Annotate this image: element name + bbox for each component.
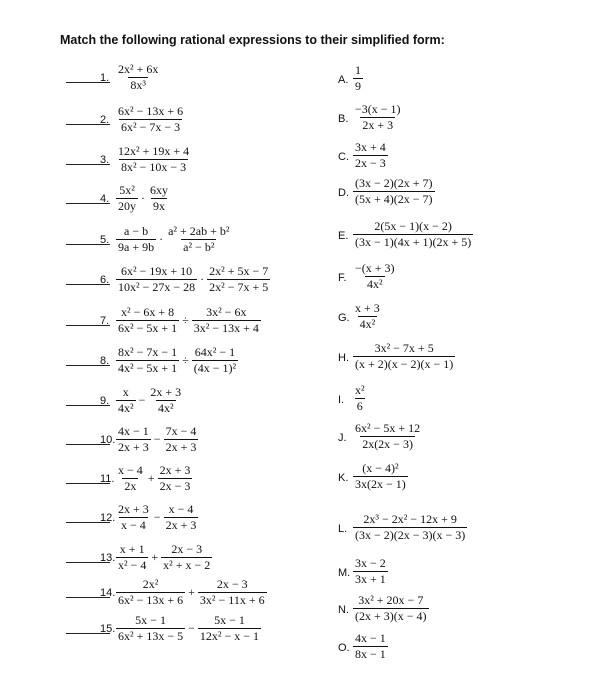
problem-number: 3. xyxy=(100,154,110,166)
denominator: 8x² − 10x − 3 xyxy=(121,160,187,174)
numerator: 6x² − 19x + 10 xyxy=(121,264,193,278)
fraction xyxy=(116,63,160,92)
numerator: 2x + 3 xyxy=(118,502,149,516)
denominator: x − 4 xyxy=(121,518,146,532)
fraction xyxy=(353,384,367,413)
numerator: x − 4 xyxy=(168,502,194,516)
fraction xyxy=(353,342,455,371)
denominator: 20y xyxy=(118,199,136,213)
denominator: a² − b² xyxy=(183,240,215,254)
answer-letter: G. xyxy=(338,312,350,324)
denominator: 2x² − 7x + 5 xyxy=(209,280,269,294)
operator: ÷ xyxy=(182,353,189,367)
numerator: 7x − 4 xyxy=(165,424,197,438)
problem-item xyxy=(66,614,301,644)
numerator: 5x² xyxy=(119,183,135,197)
fraction xyxy=(116,346,179,375)
problem-item xyxy=(66,265,301,295)
rational-expression xyxy=(116,184,170,213)
fraction xyxy=(116,184,138,213)
denominator: 3x + 1 xyxy=(355,572,386,586)
fraction xyxy=(148,386,183,415)
answer-letter: H. xyxy=(338,352,349,364)
rational-expression xyxy=(116,503,198,532)
denominator: 9x xyxy=(153,199,165,213)
fraction xyxy=(116,503,151,532)
problem-item xyxy=(66,184,301,214)
numerator: 1 xyxy=(355,63,361,77)
numerator: 3x² + 20x − 7 xyxy=(358,593,424,607)
numerator: 4x − 1 xyxy=(118,424,149,438)
numerator: 3x² − 6x xyxy=(206,305,247,319)
numerator: 6x² − 5x + 12 xyxy=(355,421,421,435)
numerator: 12x² + 19x + 4 xyxy=(118,144,190,158)
problem-number: 4. xyxy=(100,193,110,205)
numerator: 64x² − 1 xyxy=(194,345,236,359)
rational-expression xyxy=(116,306,261,335)
answer-letter: N. xyxy=(338,604,349,616)
rational-expression xyxy=(116,346,238,375)
rational-expression xyxy=(116,543,212,572)
simplified-form xyxy=(353,462,408,491)
problem-item xyxy=(66,386,301,416)
rational-expression xyxy=(116,386,183,415)
operator: − xyxy=(138,393,146,407)
numerator: a² + 2ab + b² xyxy=(168,224,230,238)
denominator: 6x² + 13x − 5 xyxy=(118,629,184,643)
denominator: 2x + 3 xyxy=(118,440,149,454)
problem-number: 15. xyxy=(100,623,116,635)
numerator: 2x² + 5x − 7 xyxy=(209,264,269,278)
denominator: 2x + 3 xyxy=(362,118,394,132)
denominator: (5x + 4)(2x − 7) xyxy=(355,192,433,206)
numerator: 2x + 3 xyxy=(159,463,191,477)
simplified-form xyxy=(353,177,435,206)
numerator: −3(x − 1) xyxy=(355,102,401,116)
simplified-form xyxy=(353,141,388,170)
denominator: (x + 2)(x − 2)(x − 1) xyxy=(355,357,454,371)
fraction xyxy=(116,265,197,294)
denominator: 2x(2x − 3) xyxy=(362,437,413,451)
denominator: (3x − 2)(2x − 3)(x − 3) xyxy=(355,528,466,542)
numerator: (x − 4)² xyxy=(362,461,399,475)
problem-number: 10. xyxy=(100,434,116,446)
denominator: 8x − 1 xyxy=(355,647,386,661)
numerator: 3x² − 7x + 5 xyxy=(374,341,434,355)
fraction xyxy=(116,306,179,335)
answer-letter: M. xyxy=(338,567,351,579)
fraction xyxy=(158,464,193,493)
denominator: 2x xyxy=(124,479,137,493)
answer-letter: O. xyxy=(338,642,350,654)
answer-letter: E. xyxy=(338,230,349,242)
denominator: 4x² xyxy=(366,277,383,291)
denominator: (2x + 3)(x − 4) xyxy=(355,609,427,623)
worksheet-heading: Match the following rational expressions to their simplified form: xyxy=(60,33,445,47)
problem-number: 8. xyxy=(100,355,110,367)
simplified-form xyxy=(353,302,382,331)
answer-letter: F. xyxy=(338,272,347,284)
fraction xyxy=(353,422,422,451)
operator: ÷ xyxy=(182,313,189,327)
numerator: 2x³ − 2x² − 12x + 9 xyxy=(363,512,457,526)
denominator: 6x² − 5x + 1 xyxy=(118,321,178,335)
denominator: 2x + 3 xyxy=(165,518,197,532)
rational-expression xyxy=(116,63,160,92)
simplified-form xyxy=(353,594,429,623)
fraction xyxy=(116,578,185,607)
rational-expression xyxy=(116,105,185,134)
problem-item xyxy=(66,63,301,93)
numerator: 8x² − 7x − 1 xyxy=(118,345,178,359)
fraction xyxy=(353,462,408,491)
answer-letter: J. xyxy=(338,432,347,444)
rational-expression xyxy=(116,145,191,174)
operator: + xyxy=(147,471,155,485)
fraction xyxy=(353,632,388,661)
problem-item xyxy=(66,503,301,533)
fraction xyxy=(116,105,185,134)
denominator: (3x − 1)(4x + 1)(2x + 5) xyxy=(355,235,472,249)
denominator: x² − 4 xyxy=(118,558,147,572)
numerator: −(x + 3) xyxy=(355,261,395,275)
denominator: 8x³ xyxy=(130,78,146,92)
denominator: 2x + 3 xyxy=(165,440,197,454)
numerator: 6xy xyxy=(150,183,168,197)
answer-letter: B. xyxy=(338,113,349,125)
simplified-form xyxy=(353,632,388,661)
problem-item xyxy=(66,145,301,175)
fraction xyxy=(353,262,397,291)
numerator: 2(5x − 1)(x − 2) xyxy=(374,219,452,233)
problem-item xyxy=(66,105,301,135)
fraction xyxy=(198,578,267,607)
problem-number: 1. xyxy=(100,72,110,84)
simplified-form xyxy=(353,384,367,413)
problem-item xyxy=(66,425,301,455)
fraction xyxy=(198,614,261,643)
problem-item xyxy=(66,464,301,494)
simplified-form xyxy=(353,220,473,249)
fraction xyxy=(164,425,199,454)
problem-number: 12. xyxy=(100,512,116,524)
simplified-form xyxy=(353,64,363,93)
numerator: 2x² + 6x xyxy=(118,62,159,76)
simplified-form xyxy=(353,342,455,371)
problem-item xyxy=(66,225,301,255)
fraction xyxy=(353,594,429,623)
denominator: 4x² xyxy=(157,401,174,415)
operator: + xyxy=(188,585,195,599)
denominator: 4x² xyxy=(118,401,134,415)
numerator: x − 4 xyxy=(118,463,143,477)
numerator: x² − 6x + 8 xyxy=(121,305,175,319)
fraction xyxy=(116,464,145,493)
numerator: a − b xyxy=(124,224,149,238)
answer-letter: L. xyxy=(338,523,348,535)
denominator: 9 xyxy=(355,79,361,93)
fraction xyxy=(116,145,191,174)
fraction xyxy=(353,302,382,331)
rational-expression xyxy=(116,614,261,643)
numerator: 2x − 3 xyxy=(216,577,248,591)
denominator: 2x − 3 xyxy=(159,479,191,493)
numerator: 3x − 2 xyxy=(355,556,386,570)
operator: + xyxy=(151,550,159,564)
problem-item xyxy=(66,578,301,608)
answer-letter: D. xyxy=(338,187,349,199)
fraction xyxy=(116,614,185,643)
problem-number: 9. xyxy=(100,395,110,407)
simplified-form xyxy=(353,262,397,291)
fraction xyxy=(192,346,238,375)
denominator: 6 xyxy=(356,399,363,413)
fraction xyxy=(116,225,156,254)
problem-number: 7. xyxy=(100,315,110,327)
answer-letter: K. xyxy=(338,472,349,484)
fraction xyxy=(353,513,467,542)
rational-expression xyxy=(116,265,270,294)
problem-item xyxy=(66,346,301,376)
problem-number: 14. xyxy=(100,587,116,599)
fraction xyxy=(353,557,388,586)
denominator: x² + x − 2 xyxy=(163,558,211,572)
fraction xyxy=(116,543,148,572)
problem-number: 5. xyxy=(100,234,110,246)
numerator: 2x + 3 xyxy=(150,385,182,399)
fraction xyxy=(207,265,270,294)
denominator: 10x² − 27x − 28 xyxy=(118,280,196,294)
denominator: 4x² xyxy=(359,317,376,331)
numerator: 4x − 1 xyxy=(355,631,386,645)
numerator: x + 3 xyxy=(355,301,380,315)
operator: − xyxy=(153,510,161,524)
operator: − xyxy=(153,432,161,446)
denominator: 3x² − 13x + 4 xyxy=(193,321,259,335)
simplified-form xyxy=(353,513,467,542)
numerator: x + 1 xyxy=(119,542,145,556)
simplified-form xyxy=(353,103,403,132)
numerator: 2x − 3 xyxy=(171,542,203,556)
fraction xyxy=(192,306,261,335)
fraction xyxy=(161,543,212,572)
denominator: 3x² − 11x + 6 xyxy=(199,593,265,607)
fraction xyxy=(353,103,403,132)
denominator: 6x² − 13x + 6 xyxy=(118,593,184,607)
numerator: 2x² xyxy=(142,577,159,591)
operator: − xyxy=(188,621,195,635)
numerator: 5x − 1 xyxy=(214,613,245,627)
rational-expression xyxy=(116,425,198,454)
denominator: (4x − 1)² xyxy=(193,361,237,375)
operator: · xyxy=(141,191,145,205)
answer-letter: C. xyxy=(338,151,349,163)
numerator: 5x − 1 xyxy=(135,613,166,627)
fraction xyxy=(116,386,136,415)
fraction xyxy=(164,503,199,532)
fraction xyxy=(148,184,170,213)
denominator: 9a + 9b xyxy=(118,240,155,254)
answer-letter: I. xyxy=(338,394,345,406)
denominator: 2x − 3 xyxy=(355,156,386,170)
simplified-form xyxy=(353,557,388,586)
denominator: 6x² − 7x − 3 xyxy=(121,120,181,134)
operator: · xyxy=(159,232,164,246)
simplified-form xyxy=(353,422,422,451)
answer-letter: A. xyxy=(338,74,349,86)
denominator: 4x² − 5x + 1 xyxy=(118,361,178,375)
problem-item xyxy=(66,306,301,336)
fraction xyxy=(166,225,231,254)
numerator: x² xyxy=(355,383,365,397)
problem-number: 6. xyxy=(100,274,110,286)
numerator: 3x + 4 xyxy=(355,140,386,154)
fraction xyxy=(353,220,473,249)
denominator: 12x² − x − 1 xyxy=(199,629,260,643)
rational-expression xyxy=(116,578,267,607)
fraction xyxy=(353,177,435,206)
fraction xyxy=(116,425,151,454)
problem-number: 13. xyxy=(100,552,116,564)
problem-item xyxy=(66,543,301,573)
problem-number: 11. xyxy=(100,473,115,485)
problem-number: 2. xyxy=(100,114,110,126)
fraction xyxy=(353,141,388,170)
rational-expression xyxy=(116,464,192,493)
numerator: (3x − 2)(2x + 7) xyxy=(355,176,433,190)
fraction xyxy=(353,64,363,93)
operator: · xyxy=(200,272,205,286)
numerator: x xyxy=(122,385,129,399)
numerator: 6x² − 13x + 6 xyxy=(118,104,184,118)
rational-expression xyxy=(116,225,231,254)
denominator: 3x(2x − 1) xyxy=(355,477,406,491)
